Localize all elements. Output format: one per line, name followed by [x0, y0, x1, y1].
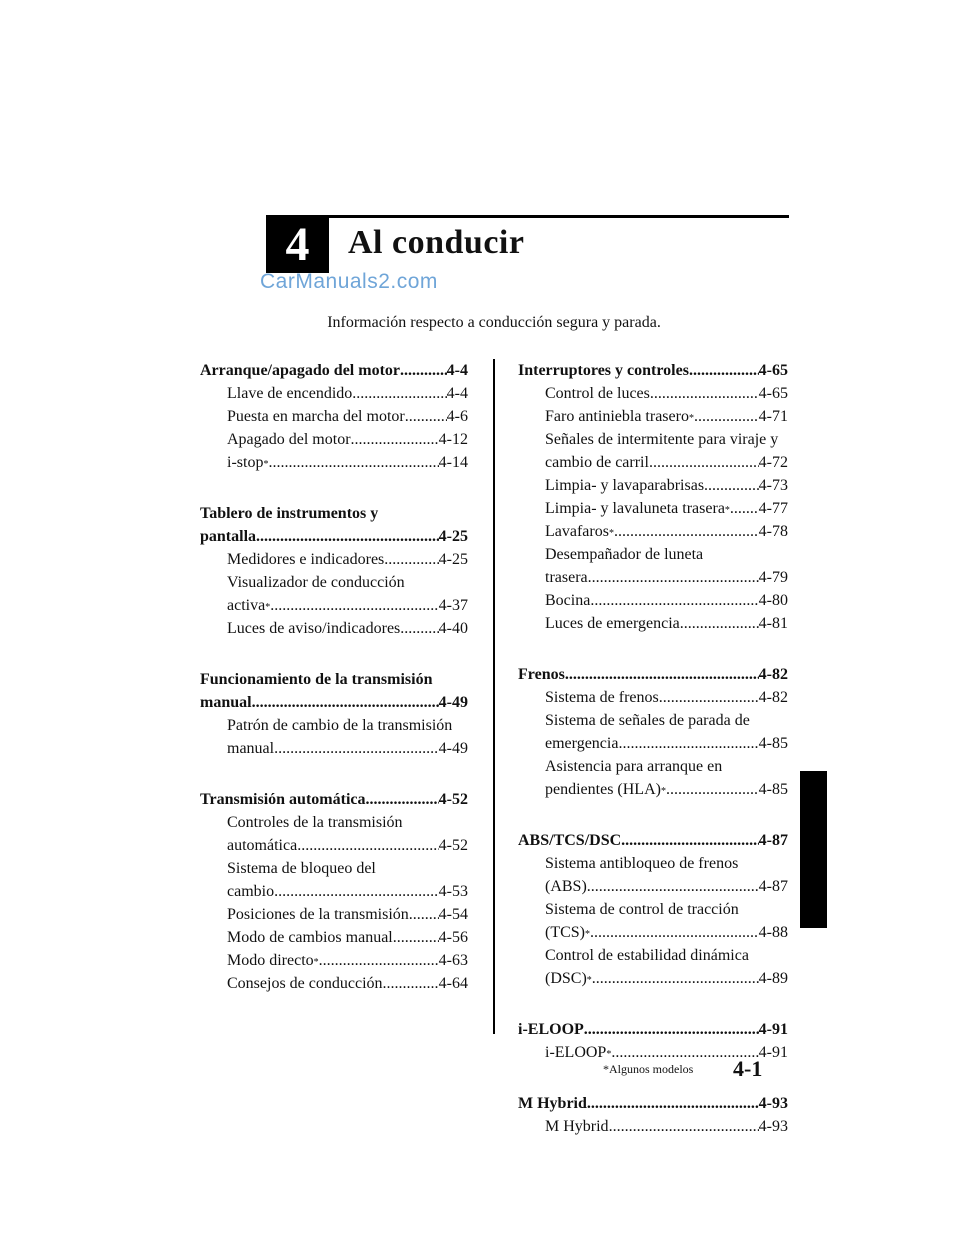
toc-item[interactable]	[200, 382, 468, 405]
item-page: 4-93	[758, 1118, 788, 1135]
chapter-title: Al conducir	[348, 224, 525, 261]
item-page: 4-63	[438, 952, 468, 969]
toc-item[interactable]	[200, 834, 468, 857]
chapter-number: 4	[266, 216, 329, 273]
item-label: cambio	[227, 883, 275, 900]
item-label: (DSC)	[545, 970, 587, 987]
toc-item[interactable]	[200, 617, 468, 640]
item-label: Medidores e indicadores	[227, 551, 385, 568]
item-line: Controles de la transmisión	[227, 814, 403, 831]
item-line: Visualizador de conducción	[227, 574, 405, 591]
toc-item[interactable]	[200, 737, 468, 760]
toc-item[interactable]: (DSC) * ..... 4-89	[518, 967, 788, 990]
toc-item[interactable]	[200, 926, 468, 949]
item-page: 4-72	[758, 454, 788, 471]
toc-section	[518, 359, 788, 635]
item-label: automática	[227, 837, 298, 854]
item-page: 4-80	[758, 592, 788, 609]
heading-label: i-ELOOP	[518, 1021, 584, 1038]
item-page: 4-78	[758, 523, 788, 540]
toc-right-column	[518, 359, 788, 1166]
toc-left-column	[200, 359, 468, 1023]
item-line: Desempañador de luneta	[545, 546, 704, 563]
heading-page: 4-82	[758, 666, 788, 683]
heading-page: 4-93	[758, 1095, 788, 1112]
heading-page: 4-25	[438, 528, 468, 545]
item-label: Sistema de frenos	[545, 689, 659, 706]
item-label: Lavafaros	[545, 523, 609, 540]
heading-label: Frenos	[518, 666, 565, 683]
item-page: 4-91	[758, 1044, 788, 1061]
toc-section	[200, 502, 468, 640]
toc-heading[interactable]	[518, 1018, 788, 1041]
toc-item[interactable]	[200, 972, 468, 995]
item-label: Modo de cambios manual	[227, 929, 393, 946]
item-page: 4-14	[438, 454, 468, 471]
toc-section	[518, 1092, 788, 1138]
item-label: Consejos de conducción	[227, 975, 383, 992]
item-label: Bocina	[545, 592, 591, 609]
item-label: Puesta en marcha del motor	[227, 408, 405, 425]
item-label: Luces de emergencia	[545, 615, 680, 632]
chapter-rule	[266, 215, 789, 218]
item-label: Llave de encendido	[227, 385, 353, 402]
item-label: trasera	[545, 569, 588, 586]
heading-label: Transmisión automática	[200, 791, 366, 808]
toc-item[interactable]: Modo directo * ..... 4-63	[200, 949, 468, 972]
toc-item[interactable]	[518, 732, 788, 755]
item-line: Sistema antibloqueo de frenos	[545, 855, 739, 872]
toc-heading[interactable]	[200, 359, 468, 382]
toc-item[interactable]: i-stop * ..... 4-14	[200, 451, 468, 474]
toc-section	[518, 663, 788, 801]
item-label: pendientes (HLA)	[545, 781, 661, 798]
item-page: 4-56	[438, 929, 468, 946]
toc-item[interactable]	[518, 1115, 788, 1138]
item-page: 4-85	[758, 735, 788, 752]
item-page: 4-49	[438, 740, 468, 757]
toc-item[interactable]	[518, 382, 788, 405]
item-page: 4-89	[758, 970, 788, 987]
toc-heading[interactable]	[518, 663, 788, 686]
item-label: Apagado del motor	[227, 431, 351, 448]
item-page: 4-54	[438, 906, 468, 923]
chapter-side-tab	[800, 771, 827, 928]
column-divider	[493, 359, 495, 1034]
item-label: Luces de aviso/indicadores	[227, 620, 401, 637]
item-page: 4-85	[758, 781, 788, 798]
toc-item[interactable]	[518, 686, 788, 709]
heading-page: 4-65	[758, 362, 788, 379]
item-page: 4-87	[758, 878, 788, 895]
item-label: Limpia- y lavaluneta trasera	[545, 500, 725, 517]
item-label: Posiciones de la transmisión	[227, 906, 409, 923]
heading-label: Arranque/apagado del motor	[200, 362, 400, 379]
item-label: i-ELOOP	[545, 1044, 607, 1061]
item-page: 4-82	[758, 689, 788, 706]
item-page: 4-53	[438, 883, 468, 900]
item-page: 4-40	[438, 620, 468, 637]
toc-section	[200, 359, 468, 474]
toc-item[interactable]	[200, 903, 468, 926]
heading-page: 4-52	[438, 791, 468, 808]
toc-item[interactable]	[200, 548, 468, 571]
item-page: 4-65	[758, 385, 788, 402]
item-line: Sistema de bloqueo del	[227, 860, 376, 877]
toc-item[interactable]	[518, 566, 788, 589]
toc-heading[interactable]	[200, 691, 468, 714]
item-label: M Hybrid	[545, 1118, 609, 1135]
toc-heading[interactable]	[518, 829, 788, 852]
item-page: 4-25	[438, 551, 468, 568]
toc-item[interactable]: Limpia- y lavaluneta trasera * ..... 4-77	[518, 497, 788, 520]
item-label: Limpia- y lavaparabrisas	[545, 477, 705, 494]
heading-label: ABS/TCS/DSC	[518, 832, 622, 849]
toc-item[interactable]: Lavafaros * ..... 4-78	[518, 520, 788, 543]
item-page: 4-88	[758, 924, 788, 941]
item-line: Sistema de control de tracción	[545, 901, 739, 918]
item-line: Sistema de señales de parada de	[545, 712, 750, 729]
toc-item[interactable]: activa * ..... 4-37	[200, 594, 468, 617]
heading-page: 4-91	[758, 1021, 788, 1038]
heading-line: Funcionamiento de la transmisión	[200, 671, 433, 688]
item-label: Control de luces	[545, 385, 650, 402]
item-label: emergencia	[545, 735, 619, 752]
watermark: CarManuals2.com	[260, 270, 438, 293]
item-page: 4-52	[438, 837, 468, 854]
toc-item[interactable]	[200, 428, 468, 451]
toc-heading[interactable]	[200, 525, 468, 548]
heading-label: manual	[200, 694, 252, 711]
heading-page: 4-49	[438, 694, 468, 711]
toc-item[interactable]	[518, 589, 788, 612]
toc-heading[interactable]	[518, 1092, 788, 1115]
item-label: i-stop	[227, 454, 264, 471]
item-page: 4-6	[446, 408, 468, 425]
item-page: 4-79	[758, 569, 788, 586]
toc-item[interactable]	[200, 880, 468, 903]
toc-item[interactable]: (TCS) * ..... 4-88	[518, 921, 788, 944]
toc-item[interactable]: i-ELOOP * ..... 4-91	[518, 1041, 788, 1064]
chapter-subtitle: Información respecto a conducción segura y parada.	[327, 314, 661, 331]
item-label: Modo directo	[227, 952, 314, 969]
item-page: 4-12	[438, 431, 468, 448]
toc-item[interactable]	[518, 451, 788, 474]
toc-section	[200, 788, 468, 995]
item-page: 4-64	[438, 975, 468, 992]
toc-heading[interactable]	[518, 359, 788, 382]
toc-item[interactable]: Faro antiniebla trasero * ..... 4-71	[518, 405, 788, 428]
page-number: 4-1	[733, 1056, 763, 1081]
heading-label: Interruptores y controles	[518, 362, 689, 379]
item-label: cambio de carril	[545, 454, 649, 471]
item-page: 4-77	[758, 500, 788, 517]
item-label: activa	[227, 597, 266, 614]
toc-item[interactable]	[518, 474, 788, 497]
item-page: 4-4	[446, 385, 468, 402]
item-line: Señales de intermitente para viraje y	[545, 431, 779, 448]
heading-page: 4-87	[758, 832, 788, 849]
footnote: *Algunos modelos	[603, 1062, 694, 1076]
item-label: (TCS)	[545, 924, 585, 941]
heading-label: pantalla	[200, 528, 257, 545]
heading-page: 4-4	[446, 362, 468, 379]
toc-item[interactable]: pendientes (HLA) * ..... 4-85	[518, 778, 788, 801]
item-page: 4-71	[758, 408, 788, 425]
toc-section	[200, 668, 468, 760]
toc-heading[interactable]	[200, 788, 468, 811]
item-line: Control de estabilidad dinámica	[545, 947, 749, 964]
item-label: (ABS)	[545, 878, 587, 895]
heading-line: Tablero de instrumentos y	[200, 505, 379, 522]
item-line: Asistencia para arranque en	[545, 758, 723, 775]
item-page: 4-37	[438, 597, 468, 614]
item-label: Faro antiniebla trasero	[545, 408, 689, 425]
toc-item[interactable]	[518, 612, 788, 635]
item-page: 4-81	[758, 615, 788, 632]
item-line: Patrón de cambio de la transmisión	[227, 717, 453, 734]
item-label: manual	[227, 740, 275, 757]
toc-item[interactable]	[518, 875, 788, 898]
toc-section	[518, 829, 788, 990]
toc-item[interactable]	[200, 405, 468, 428]
item-page: 4-73	[758, 477, 788, 494]
heading-label: M Hybrid	[518, 1095, 587, 1112]
